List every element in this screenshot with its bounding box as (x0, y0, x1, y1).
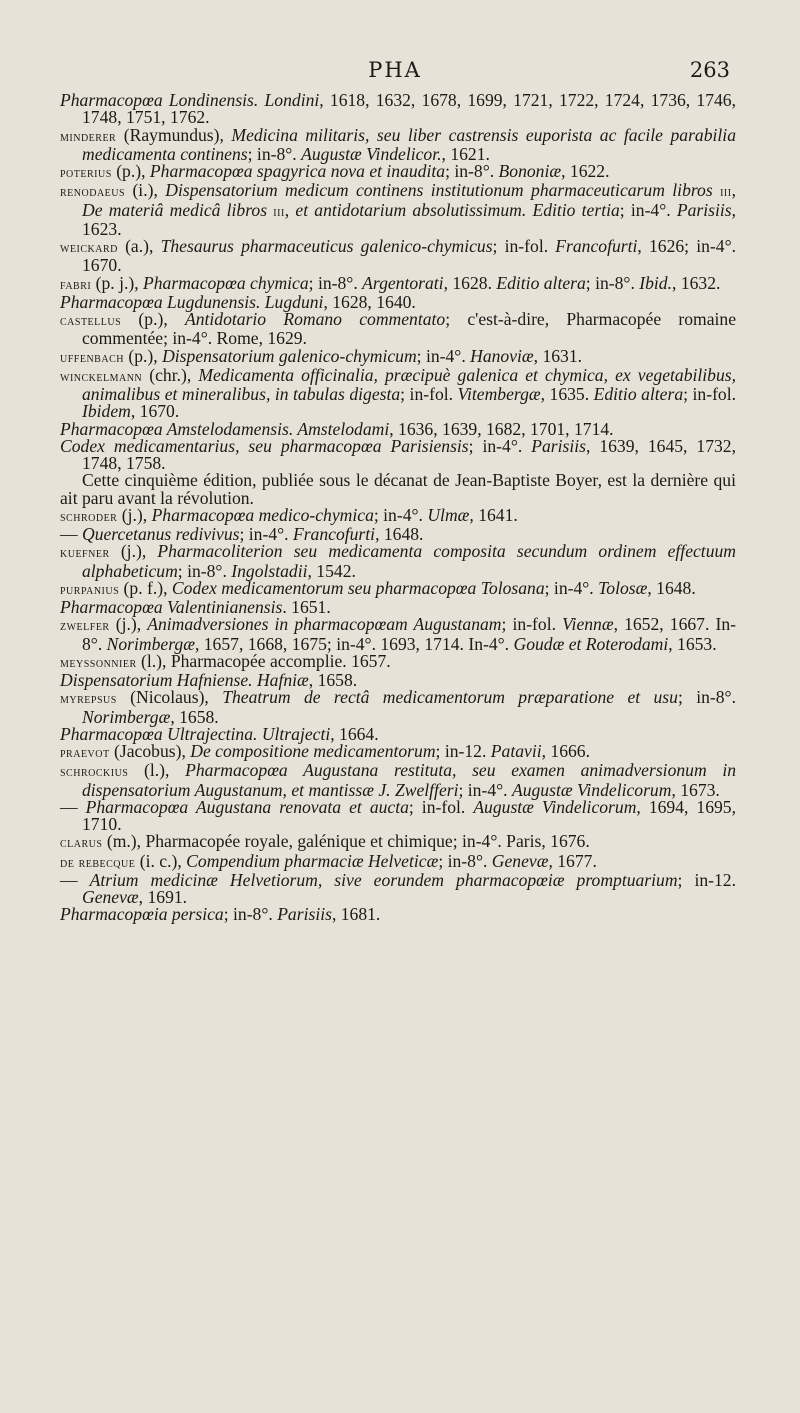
entry-text: , 1636, 1639, 1682, 1701, 1714. (389, 418, 614, 439)
italic-title: Pharmacopœia persica (60, 904, 224, 925)
italic-title: Ibid. (639, 272, 673, 293)
bibliography-entry (60, 311, 736, 348)
italic-title: Parisiis (676, 199, 732, 220)
entry-text: (i.), (125, 180, 166, 201)
entry-text: (j.), (117, 504, 152, 525)
author-name: winckelmann (60, 368, 143, 385)
italic-title: Pharmacopœa Lugdunensis. Lugduni (60, 291, 324, 312)
italic-title: Editio altera (593, 384, 684, 404)
entry-text: ; in-fol. (408, 796, 474, 817)
entry-text: (l.), (128, 760, 186, 781)
entry-text: . 1651. (282, 597, 331, 617)
entry-text: , 1652, 1667. In-8°. (82, 614, 737, 654)
entry-text: ; in-8°. (585, 272, 640, 293)
italic-title: Ibidem (82, 401, 131, 422)
italic-title: Dispensatorium Hafniense. Hafniæ (60, 670, 309, 690)
entry-text: (a.), (117, 236, 161, 256)
entry-text: , 1653. (668, 633, 717, 654)
entry-text: , 1691. (138, 887, 188, 907)
italic-title: Pharmacopœa Londinensis. Londini, (60, 90, 330, 110)
entry-text: , 1628. (443, 272, 497, 293)
author-name: kuefner (60, 545, 110, 562)
italic-title: Pharmacopœa Amstelodamensis. Amstelodami (60, 418, 390, 439)
bibliography-entry (60, 869, 736, 907)
author-name: iii (720, 184, 732, 201)
entry-text: ; in-4°. (416, 345, 471, 366)
entry-text: ; in-8°. (445, 161, 499, 181)
bibliography-entry (60, 906, 736, 923)
italic-title: Argentorati (362, 272, 444, 293)
author-name: fabri (60, 276, 92, 293)
author-name: renodaeus (60, 184, 126, 201)
entry-text: , 1648. (647, 577, 696, 598)
entry-text: , 1631. (533, 345, 583, 366)
author-name: uffenbach (60, 349, 124, 366)
author-name: clarus (60, 835, 103, 852)
italic-title: Pharmacopœa Valentinianensis (60, 597, 283, 617)
italic-title: Ulmæ (427, 504, 470, 525)
entry-text: (l.), Pharmacopée accomplie. 1657. (136, 650, 391, 671)
entry-text: (j.), (109, 541, 158, 562)
entry-text: ; in-4°. (373, 504, 428, 525)
italic-title: Dispensatorium galenico-chymicum (162, 345, 417, 366)
entry-text: ; in-8°. (438, 850, 492, 871)
entry-text: ; in-fol. (501, 614, 563, 635)
italic-title: Animadversiones in pharmacopœam Augustanam (147, 614, 502, 635)
bibliography-entry (60, 543, 736, 580)
entry-text: — (60, 524, 82, 544)
entry-text: (i. c.), (135, 850, 187, 871)
entry-text: ; in-fol. (492, 236, 556, 256)
italic-title: Augustæ Vindelicor. (301, 143, 442, 164)
entry-text: , (284, 199, 296, 220)
entry-text: , 1623. (82, 199, 737, 239)
entry-text: , 1622. (561, 161, 610, 181)
author-name: schrockius (60, 764, 129, 781)
italic-title: De compositione medicamentorum (190, 741, 436, 761)
author-name: poterius (60, 165, 112, 181)
italic-title: Bononiæ (498, 161, 562, 181)
italic-title: Pharmacoliterion seu medicamenta composita secundum ordinem effectuum alphabeticum (82, 541, 736, 581)
entry-text: , 1657, 1668, 1675; in-4°. 1693, 1714. In-4°. (194, 633, 514, 654)
italic-title: Pharmacopœa Ultrajectina. Ultrajecti (60, 723, 331, 744)
entry-text: (p.), (111, 161, 150, 181)
entry-text: ; c'est-à-dire, Pharmacopée romaine commentée; in-4°. Rome, 1629. (82, 309, 737, 349)
entry-text: ; in-12. (435, 741, 491, 761)
entry-text: Cette cinquième édition, publiée sous le décanat de Jean-Baptiste Boyer, est la dernière qui ait paru avant la révolution. (60, 470, 736, 508)
bibliography-entry (60, 364, 737, 422)
entry-text: (p.), (123, 345, 163, 366)
entry-text: , 1673. (671, 779, 720, 800)
entry-text: ; in-8°. (177, 560, 232, 581)
italic-title: Pharmacopœa Augustana restituta, seu examen animadversionum in dispensatorium Augustanum, et mantissæ J. Zwelfferi (82, 760, 737, 800)
entry-text: (chr.), (142, 364, 199, 385)
italic-title: Pharmacopœa Augustana renovata et aucta (85, 796, 409, 817)
bibliography-entry (60, 92, 736, 127)
italic-title: Thesaurus pharmaceuticus galenico-chymicus (160, 236, 493, 256)
italic-title: Tolosæ (598, 577, 648, 598)
author-name: praevot (60, 745, 110, 761)
entry-text: , 1635. (540, 384, 594, 404)
italic-title: De materiâ medicâ libros (82, 199, 274, 220)
author-name: weickard (60, 240, 118, 256)
entry-text: 1618, 1632, 1678, 1699, 1721, 1722, 1724, 1736, 1746, 1748, 1751, 1762. (82, 90, 736, 128)
italic-title: Ingolstadii (231, 560, 308, 581)
entry-text: , 1658. (308, 670, 358, 690)
italic-title: Antidotario Romano commentato (184, 309, 446, 329)
author-name: de rebecque (60, 854, 136, 871)
italic-title: Viennæ (562, 614, 614, 635)
entry-text: , 1626; in-4°. 1670. (82, 236, 736, 276)
entry-text: , 1641. (469, 504, 518, 525)
entry-text: (Nicolaus), (116, 687, 223, 708)
italic-title: Codex medicamentarius, seu pharmacopœa Parisiensis (60, 435, 469, 456)
italic-title: Parisiis (531, 435, 586, 456)
italic-title: Vitembergæ (457, 384, 541, 404)
entry-text: , 1681. (331, 904, 381, 925)
bibliography-entry (60, 238, 736, 275)
author-name: iii (273, 203, 285, 220)
italic-title: Theatrum de rectâ medicamentorum præparatione et usu (222, 687, 678, 708)
entry-text: (m.), Pharmacopée royale, galénique et chimique; in-4°. Paris, 1676. (102, 831, 590, 852)
entry-text: , (731, 180, 736, 201)
entry-text: — (60, 796, 86, 817)
entry-text: , 1670. (130, 401, 180, 422)
entry-text: (p. f.), (119, 577, 172, 598)
entry-text: ; in-4°. (468, 435, 532, 456)
entry-text: ; in-4°. (458, 779, 512, 800)
bibliography-entry (60, 435, 736, 473)
author-name: castellus (60, 313, 122, 329)
italic-title: Medicamenta officinalia, præcipuè galenica et chymica, ex vegetabilibus, animalibus et mineralibus, in tabulas digesta (82, 364, 736, 404)
entry-text: , 1677. (548, 850, 597, 871)
editorial-note (60, 472, 736, 507)
page-number: 263 (689, 58, 730, 82)
entry-text: — (60, 869, 90, 890)
entry-text: , 1694, 1695, 1710. (82, 796, 737, 834)
italic-title: Compendium pharmaciæ Helveticæ (186, 850, 439, 871)
entry-text: (Jacobus), (109, 741, 191, 761)
italic-title: Genevæ (491, 850, 549, 871)
italic-title: Parisiis (277, 904, 332, 925)
author-name: zwelfer (60, 618, 110, 635)
bibliography-entry (60, 796, 737, 834)
italic-title: Norimbergæ (82, 706, 171, 727)
entry-text: , 1628, 1640. (323, 291, 416, 312)
entry-text: ; in-8°. (677, 687, 736, 708)
italic-title: Genevæ (82, 887, 139, 907)
entry-text: ; in-fol. (400, 384, 458, 404)
entry-text: ; in-fol. (683, 384, 737, 404)
author-name: purpanius (60, 581, 120, 598)
italic-title: Dispensatorium medicum continens institutionum pharmaceuticarum libros (165, 180, 721, 201)
entry-text: (j.), (109, 614, 148, 635)
italic-title: Patavii (490, 741, 542, 761)
author-name: meyssonnier (60, 654, 137, 671)
entry-text: (Raymundus), (116, 124, 232, 145)
entry-text: ; in-12. (677, 869, 736, 890)
italic-title: Codex medicamentorum seu pharmacopœa Tolosana (171, 577, 545, 598)
bibliography-text (60, 92, 736, 924)
italic-title: Hanoviæ (470, 345, 534, 366)
italic-title: Pharmacopœa medico-chymica (151, 504, 374, 525)
entry-text: ; in-8°. (223, 904, 278, 925)
italic-title: Francofurti (555, 236, 638, 256)
italic-title: Editio altera (496, 272, 586, 293)
entry-text: , 1621. (441, 143, 490, 164)
author-name: minderer (60, 128, 117, 145)
italic-title: Pharmacopœa spagyrica nova et inaudita (149, 161, 446, 181)
running-title: PHA (368, 58, 422, 82)
entry-text: ; in-8°. (308, 272, 363, 293)
italic-title: Goudæ et Roterodami (513, 633, 669, 654)
entry-text: , 1542. (307, 560, 356, 581)
author-name: schroder (60, 508, 118, 525)
italic-title: Atrium medicinæ Helvetiorum, sive eorundem pharmacopœiæ promptuarium (89, 869, 678, 890)
entry-text: , 1666. (541, 741, 590, 761)
entry-text: (p.), (121, 309, 185, 329)
italic-title: Quercetanus redivivus (82, 524, 240, 544)
italic-title: Norimbergæ (106, 633, 195, 654)
italic-title: Francofurti (292, 524, 376, 544)
entry-text: , 1658. (170, 706, 219, 727)
bibliography-entry (60, 182, 736, 238)
entry-text: , 1632. (672, 272, 721, 293)
bibliography-entry (60, 616, 736, 653)
entry-text: ; in-8°. (247, 143, 302, 164)
bibliography-entry (60, 124, 736, 164)
page-header (60, 58, 730, 86)
bibliography-entry (60, 762, 736, 799)
entry-text: (p. j.), (91, 272, 144, 293)
entry-text: ; in-4°. (619, 199, 677, 220)
italic-title: Pharmacopœa chymica (143, 272, 309, 293)
bibliography-entry (60, 689, 736, 726)
entry-text: , 1648. (375, 524, 424, 544)
entry-text: ; in-4°. (239, 524, 293, 544)
entry-text: , 1664. (330, 723, 379, 744)
italic-title: et antidotarium absolutissimum. Editio tertia (295, 199, 620, 220)
italic-title: Augustæ Vindelicorum (473, 796, 637, 817)
entry-text: ; in-4°. (544, 577, 599, 598)
italic-title: Augustæ Vindelicorum (511, 779, 672, 800)
italic-title: Medicina militaris, seu liber castrensis euporista ac facile parabilia medicamenta continens (82, 124, 736, 164)
entry-text: , 1639, 1645, 1732, 1748, 1758. (82, 435, 736, 473)
author-name: myrepsus (60, 691, 117, 708)
